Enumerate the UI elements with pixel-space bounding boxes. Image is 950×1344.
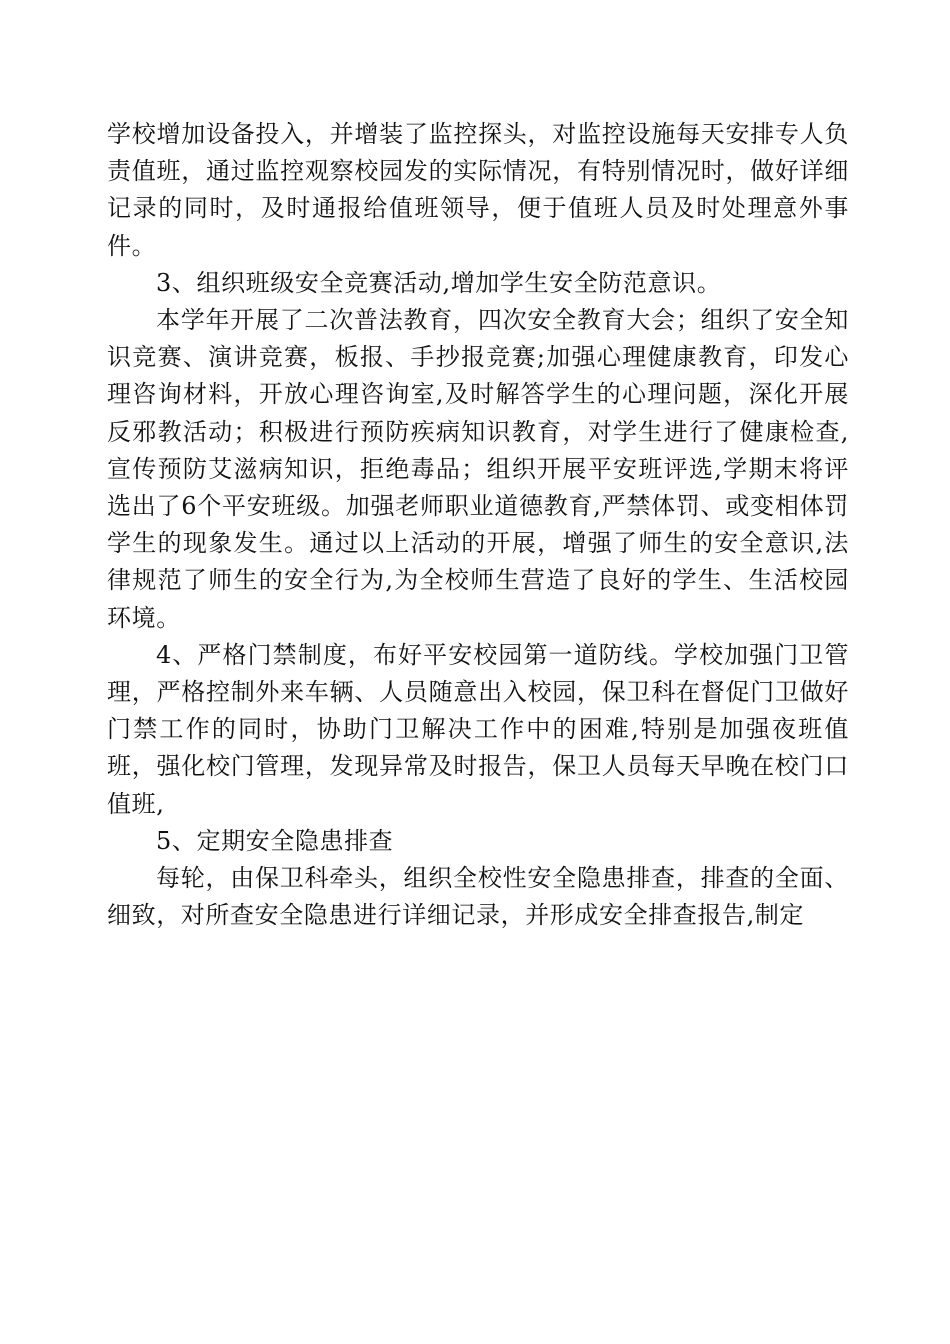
paragraph-education-activities: 本学年开展了二次普法教育，四次安全教育大会；组织了安全知识竞赛、演讲竞赛，板报、手抄报竞赛;加强心理健康教育，印发心理咨询材料，开放心理咨询室,及时解答学生的心理问题，深化开展反邪教活动；积极进行预防疾病知识教育，对学生进行了健康检查,宣传预防艾滋病知识，拒绝毒品；组织开展平安班评选,学期末将评选出了6个平安班级。加强老师职业道德教育,严禁体罚、或变相体罚学生的现象发生。通过以上活动的开展，增强了师生的安全意识,法律规范了师生的安全行为,为全校师生营造了良好的学生、生活校园环境。	[107, 306, 849, 632]
heading-safety-competition: 3、组织班级安全竞赛活动,增加学生安全防范意识。	[156, 268, 722, 297]
paragraph-access-control: 4、严格门禁制度，布好平安校园第一道防线。学校加强门卫管理，严格控制外来车辆、人员随意出入校园，保卫科在督促门卫做好门禁工作的同时，协助门卫解决工作中的困难,特别是加强夜班值班，强化校门管理，发现异常及时报告，保卫人员每天早晚在校门口值班,	[107, 640, 849, 818]
paragraph-surveillance: 学校增加设备投入，并增装了监控探头，对监控设施每天安排专人负责值班，通过监控观察校园发的实际情况，有特别情况时，做好详细记录的同时，及时通报给值班领导，便于值班人员及时处理意外事件。	[107, 120, 849, 260]
paragraph-inspection-details: 每轮，由保卫科牵头，组织全校性安全隐患排查，排查的全面、细致，对所查安全隐患进行详细记录，并形成安全排查报告,制定	[107, 864, 849, 930]
document-body	[107, 116, 849, 934]
heading-hazard-inspection: 5、定期安全隐患排查	[156, 826, 394, 855]
